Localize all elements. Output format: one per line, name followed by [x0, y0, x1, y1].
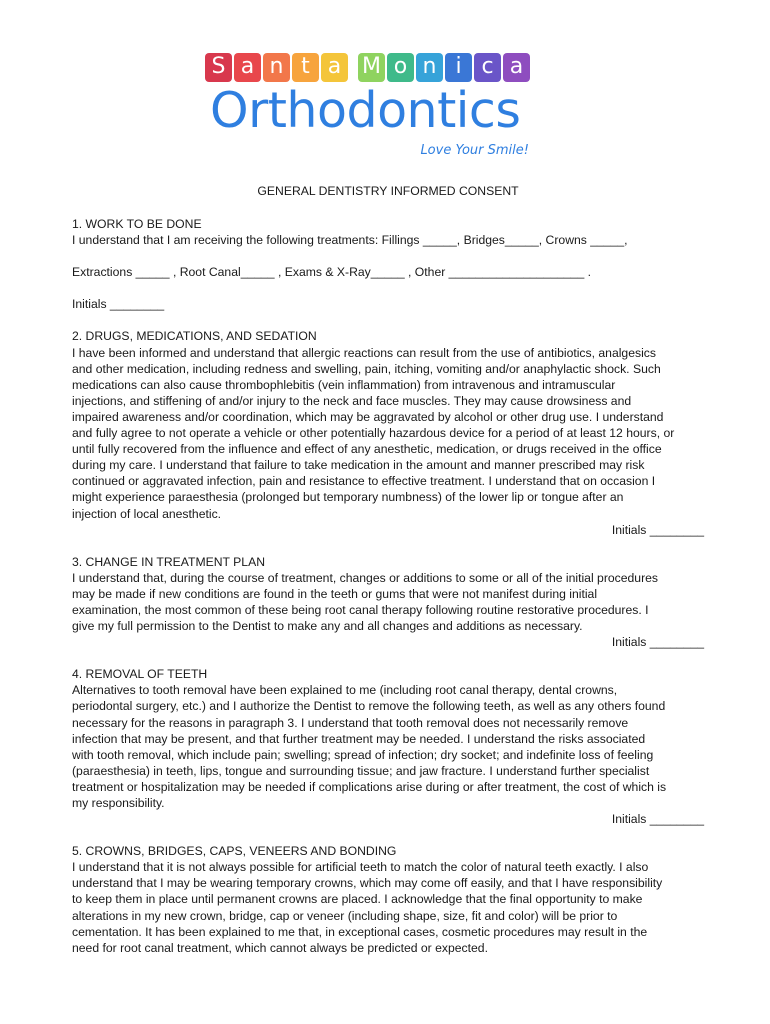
- section-heading: 3. CHANGE IN TREATMENT PLAN: [72, 554, 266, 569]
- logo-letter-tile: a: [234, 53, 261, 82]
- paragraph-line: treatment or hospitalization may be needed if complications arise during or after treatment, the cost of which is: [72, 779, 667, 794]
- logo-letter-tiles: [205, 50, 535, 84]
- paragraph-line: periodontal surgery, etc.) and I authorize the Dentist to remove the following teeth, as well as any others found: [72, 699, 666, 714]
- paragraph-line: understand that I may be wearing temporary crowns, which may come off easily, and that I have responsibility: [72, 876, 663, 891]
- paragraph-line: (paraesthesia) in teeth, lips, tongue and surrounding tissue; and jaw fracture. I understand further specialist: [72, 763, 650, 778]
- initials-field: Initials ________: [72, 297, 165, 312]
- paragraph-line: I understand that it is not always possible for artificial teeth to match the color of natural teeth exactly. I also: [72, 860, 649, 875]
- paragraph-line: examination, the most common of these being root canal therapy following routine restorative procedures. I: [72, 602, 649, 617]
- consent-document: [72, 183, 704, 972]
- document-title: GENERAL DENTISTRY INFORMED CONSENT: [257, 184, 519, 198]
- paragraph-line: give my full permission to the Dentist to make any and all changes and additions as necessary.: [72, 619, 583, 634]
- logo-letter-tile: S: [205, 53, 232, 82]
- section-body: [72, 570, 704, 634]
- logo-letter-tile: n: [263, 53, 290, 82]
- logo-letter-tile: a: [503, 53, 530, 82]
- paragraph-line: alterations in my new crown, bridge, cap or veneer (including shape, size, fit and color) will be prior to: [72, 908, 618, 923]
- practice-logo: [205, 50, 535, 160]
- paragraph-line: I understand that, during the course of treatment, changes or additions to some or all of the initial procedures: [72, 570, 659, 585]
- paragraph-line: cementation. It has been explained to me that, in exceptional cases, cosmetic procedures may result in the: [72, 924, 648, 939]
- logo-brand-name: Orthodontics: [210, 82, 521, 139]
- section-heading: 4. REMOVAL OF TEETH: [72, 667, 208, 682]
- paragraph-line: necessary for the reasons in paragraph 3. I understand that tooth removal does not necessarily remove: [72, 715, 629, 730]
- logo-letter-tile: a: [321, 53, 348, 82]
- treatments-line-2: Extractions _____ , Root Canal_____ , Exams & X-Ray_____ , Other ____________________ .: [72, 265, 591, 280]
- paragraph-line: to keep them in place until permanent crowns are placed. I acknowledge that the final opportunity to make: [72, 892, 643, 907]
- paragraph-line: and other medication, including redness and swelling, pain, itching, vomiting and/or anaphylactic shock. Such: [72, 361, 661, 376]
- paragraph-line: continued or aggravated infection, pain and resistance to effective treatment. I understand that on occasion I: [72, 474, 656, 489]
- paragraph-line: infection that may be present, and that further treatment may be needed. I understand the risks associated: [72, 731, 646, 746]
- paragraph-line: injections, and stiffening of and/or injury to the neck and face muscles. They may cause drowsiness and: [72, 393, 632, 408]
- section-removal-of-teeth: [72, 666, 704, 827]
- logo-letter-tile: i: [445, 53, 472, 82]
- section-work-to-be-done: [72, 216, 704, 312]
- logo-letter-tile: t: [292, 53, 319, 82]
- section-drugs-medications: [72, 328, 704, 537]
- paragraph-line: impaired awareness and/or coordination, which may be aggravated by alcohol or other drug use. I understand: [72, 409, 664, 424]
- logo-letter-tile: c: [474, 53, 501, 82]
- section-heading: 1. WORK TO BE DONE: [72, 217, 202, 232]
- section-heading: 5. CROWNS, BRIDGES, CAPS, VENEERS AND BONDING: [72, 844, 397, 859]
- initials-field: Initials ________: [611, 812, 704, 827]
- treatments-line-1: I understand that I am receiving the following treatments: Fillings _____, Bridges_____, Crowns _____,: [72, 233, 628, 248]
- logo-tagline: Love Your Smile!: [420, 143, 529, 158]
- paragraph-line: I have been informed and understand that allergic reactions can result from the use of antibiotics, analgesics: [72, 345, 656, 360]
- paragraph-line: may be made if new conditions are found in the teeth or gums that were not manifest during initial: [72, 586, 598, 601]
- paragraph-line: need for root canal treatment, which cannot always be predicted or expected.: [72, 940, 488, 955]
- paragraph-line: until fully recovered from the influence and effect of any anesthetic, medication, or drugs received in the office: [72, 442, 662, 457]
- initials-field: Initials ________: [611, 635, 704, 650]
- logo-letter-tile: n: [416, 53, 443, 82]
- paragraph-line: with tooth removal, which include pain; swelling; spread of infection; dry socket; and indefinite loss of feeling: [72, 747, 654, 762]
- paragraph-line: injection of local anesthetic.: [72, 506, 222, 521]
- section-body: [72, 682, 704, 811]
- logo-letter-tile: o: [387, 53, 414, 82]
- section-heading: 2. DRUGS, MEDICATIONS, AND SEDATION: [72, 329, 317, 344]
- paragraph-line: medications can also cause thrombophlebitis (vein inflammation) from intravenous and intramuscular: [72, 377, 616, 392]
- section-change-in-treatment: [72, 554, 704, 651]
- paragraph-line: during my care. I understand that failure to take medication in the amount and manner prescribed may risk: [72, 458, 645, 473]
- paragraph-line: my responsibility.: [72, 796, 165, 810]
- paragraph-line: Alternatives to tooth removal have been explained to me (including root canal therapy, dental crowns,: [72, 683, 618, 698]
- section-body: [72, 859, 704, 956]
- logo-letter-tile: M: [358, 53, 385, 82]
- section-body: [72, 345, 704, 522]
- section-crowns-bridges: [72, 843, 704, 956]
- initials-field: Initials ________: [611, 522, 704, 537]
- paragraph-line: and fully agree to not operate a vehicle or other potentially hazardous device for a period of at least 12 hours, or: [72, 426, 675, 441]
- paragraph-line: might experience paraesthesia (prolonged but temporary numbness) of the lower lip or tongue after an: [72, 490, 624, 505]
